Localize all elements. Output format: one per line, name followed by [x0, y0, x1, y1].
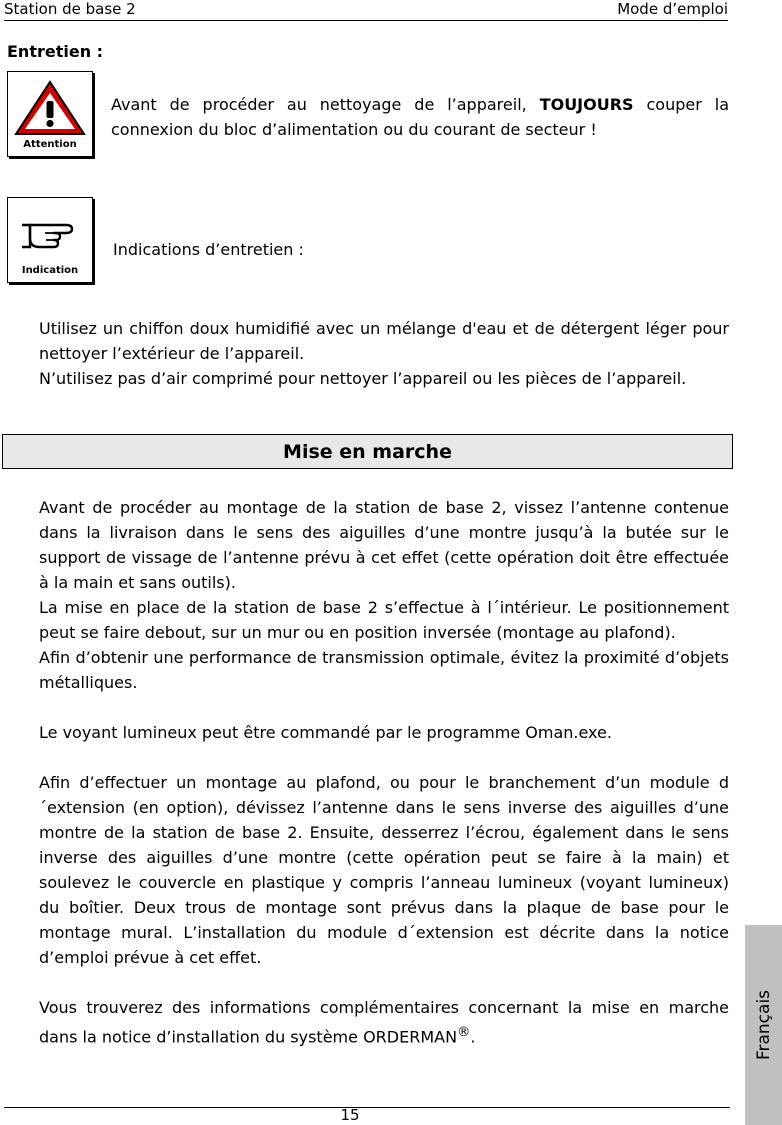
setup-paragraph: Le voyant lumineux peut être commandé par le programme Oman.exe.	[39, 723, 612, 742]
attention-label: Attention	[23, 139, 77, 150]
warning-text-start: Avant de procéder au nettoyage de l’appareil,	[111, 95, 540, 114]
registered-mark: ®	[457, 1025, 471, 1040]
running-header	[4, 0, 728, 21]
language-tab-label: Français	[753, 989, 774, 1061]
maintenance-paragraph: Utilisez un chiffon doux humidifié avec un mélange d'eau et de détergent léger pour nettoyer l’extérieur de l’appareil.	[39, 319, 729, 363]
language-tab	[745, 925, 782, 1125]
final-paragraph-text: Vous trouverez des informations complémentaires concernant la mise en marche dans la notice d’installation du système ORDERMAN	[39, 998, 729, 1047]
indication-box	[7, 197, 93, 283]
page-number: 15	[340, 1106, 360, 1124]
paragraph-spacer	[39, 745, 729, 770]
header-title: Station de base 2	[4, 0, 136, 18]
indication-label: Indication	[21, 265, 79, 276]
setup-paragraph: Afin d’obtenir une performance de transmission optimale, évitez la proximité d’objets métalliques.	[39, 648, 729, 692]
indication-text: Indications d’entretien :	[113, 240, 304, 259]
maintenance-paragraph: N’utilisez pas d’air comprimé pour nettoyer l’appareil ou les pièces de l’appareil.	[39, 369, 687, 388]
maintenance-heading: Entretien :	[7, 42, 104, 61]
warning-triangle-icon	[8, 78, 92, 138]
section-title-banner: Mise en marche	[2, 434, 733, 469]
warning-text	[111, 92, 729, 142]
setup-paragraph: Afin d’effectuer un montage au plafond, ou pour le branchement d’un module d´extension (en option), dévissez l’antenne dans le sens inverse des aiguilles d’une montre de la station de base 2. Ensuite, desserrez l’écrou, également dans le sens inverse des aiguilles d’une montre (cette opération peut se faire à la main) et soulevez le couvercle en plastique y compris l’anneau lumineux (voyant lumineux) du boîtier. Deux trous de montage sont prévus dans la plaque de base pour le montage mural. L’installation du module d´extension est décrite dans la notice d’emploi prévue à cet effet.	[39, 773, 729, 967]
paragraph-spacer	[39, 970, 729, 995]
warning-text-end: couper la connexion du bloc d’alimentation ou du courant de secteur !	[111, 95, 729, 139]
attention-box	[7, 71, 93, 157]
final-paragraph-end: .	[470, 1027, 476, 1047]
pointing-hand-icon	[8, 208, 92, 258]
warning-emphasis: TOUJOURS	[539, 95, 634, 114]
header-document-type: Mode d’emploi	[617, 0, 728, 18]
maintenance-instructions	[39, 316, 729, 391]
paragraph-spacer	[39, 695, 729, 720]
setup-paragraph: Avant de procéder au montage de la station de base 2, vissez l’antenne contenue dans la livraison dans le sens des aiguilles d’une montre jusqu’à la butée sur le support de vissage de l’antenne prévu à cet effet (cette opération doit être effectuée à la main et sans outils).	[39, 498, 729, 592]
setup-paragraph: La mise en place de la station de base 2 s’effectue à l´intérieur. Le positionnement peut se faire debout, sur un mur ou en position inversée (montage au plafond).	[39, 598, 729, 642]
setup-paragraph-final	[39, 995, 729, 1049]
setup-instructions	[39, 495, 729, 1049]
